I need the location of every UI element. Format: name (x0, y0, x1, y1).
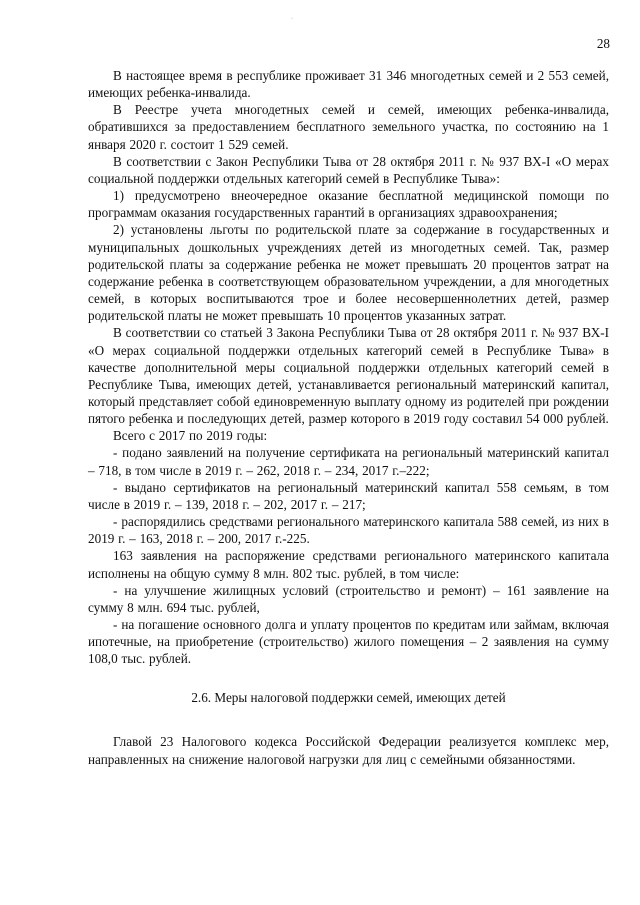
list-item-loan-repayment: - на погашение основного долга и уплату процентов по кредитам или займам, включая ипотечные, на приобретение (строительство) жилого помещения – 2 заявления на сумму 108,0 тыс. рублей. (88, 617, 609, 667)
paragraph-applications-fulfilled: 163 заявления на распоряжение средствами регионального материнского капитала исполнены на общую сумму 8 млн. 802 тыс. рублей, в том числе: (88, 548, 609, 581)
list-item-disposed-funds: - распорядились средствами регионального материнского капитала 588 семей, из них в 2019 г. – 163, 2018 г. – 200, 2017 г.-225. (88, 514, 609, 547)
page-body (88, 67, 609, 768)
paragraph-maternity-capital: В соответствии со статьей 3 Закона Республики Тыва от 28 октября 2011 г. № 937 ВХ-I «О мерах социальной поддержки отдельных категорий семей в Республике Тыва» в качестве дополнительной меры социальной поддержки отдельных категорий семей в Республике Тыва, имеющих детей, устанавливается региональный материнский капитал, который представляет собой единовременную выплату одному из родителей при рождении пятого ребенка и последующих детей, размер которого в 2019 году составил 54 000 рублей. (88, 325, 609, 427)
paragraph-tax-code: Главой 23 Налогового кодекса Российской Федерации реализуется комплекс мер, направленных на снижение налоговой нагрузки для лиц с семейными обязанностями. (88, 734, 609, 767)
paragraph-medical-care: 1) предусмотрено внеочередное оказание бесплатной медицинской помощи по программам оказания государственных гарантий в организациях здравоохранения; (88, 188, 609, 221)
paragraph-land-registry: В Реестре учета многодетных семей и семей, имеющих ребенка-инвалида, обратившихся за предоставлением бесплатного земельного участка, по состоянию на 1 января 2020 г. состоит 1 529 семей. (88, 102, 609, 152)
paragraph-law-reference: В соответствии с Закон Республики Тыва от 28 октября 2011 г. № 937 ВХ-I «О мерах социальной поддержки отдельных категорий семей в Республике Тыва»: (88, 153, 609, 186)
list-item-housing-improvement: - на улучшение жилищных условий (строительство и ремонт) – 161 заявление на сумму 8 млн. 694 тыс. рублей, (88, 582, 609, 615)
list-item-certificates: - выдано сертификатов на региональный материнский капитал 558 семьям, в том числе в 2019 г. – 139, 2018 г. – 202, 2017 г. – 217; (88, 479, 609, 512)
section-heading: 2.6. Меры налоговой поддержки семей, имеющих детей (191, 690, 506, 706)
paragraph-preschool-fees: 2) установлены льготы по родительской плате за содержание в государственных и муниципальных дошкольных учреждениях детей из многодетных семей. Так, размер родительской платы за содержание ребенка не может превышать 20 процентов затрат на содержание ребенка в соответствующем образовательном учреждении, а для многодетных семей, в которых воспитываются трое и более несовершеннолетних детей, размер родительской платы не может превышать 10 процентов указанных затрат. (88, 222, 609, 324)
paragraph-families-count: В настоящее время в республике проживает 31 346 многодетных семей и 2 553 семей, имеющих ребенка-инвалида. (88, 68, 609, 101)
paragraph-totals-intro: Всего с 2017 по 2019 годы: (113, 428, 268, 444)
page-number: 28 (596, 36, 610, 51)
list-item-applications: - подано заявлений на получение сертификата на региональный материнский капитал – 718, в том числе в 2019 г. – 262, 2018 г. – 234, 2017 г.–222; (88, 445, 609, 478)
scan-mark: · (291, 16, 293, 22)
